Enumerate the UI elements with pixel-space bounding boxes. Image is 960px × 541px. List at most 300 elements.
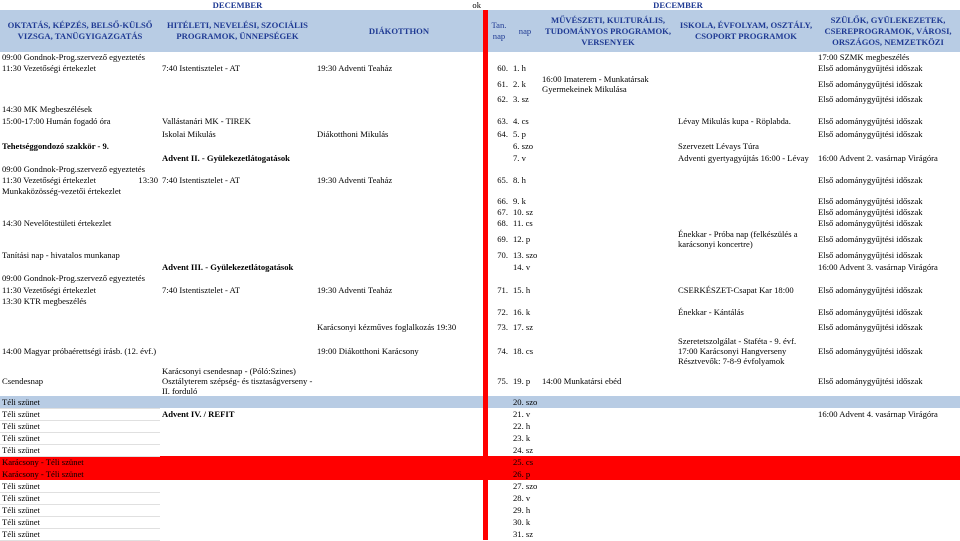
tan-nap-cell bbox=[488, 140, 510, 152]
calendar-row bbox=[0, 492, 960, 504]
day-cell: 23. k bbox=[513, 433, 531, 443]
dormitory-cell: 19:30 Adventi Teaház bbox=[317, 175, 393, 185]
school-cell: Adventi gyertyagyújtás 16:00 - Lévay bbox=[678, 153, 809, 163]
tan-nap-cell bbox=[488, 164, 510, 174]
tan-nap-cell bbox=[488, 528, 510, 540]
school-cell: Szeretetszolgálat - Staféta - 9. évf. 17:00 Karácsonyi Hangverseny Résztvevők: 7-8-9 évfolyamok bbox=[678, 336, 797, 366]
school-cell bbox=[676, 94, 816, 104]
parents-cell bbox=[816, 432, 960, 444]
arts-cell bbox=[540, 306, 676, 318]
religious-cell bbox=[160, 249, 315, 261]
parents-cell bbox=[816, 396, 960, 408]
religious-cell bbox=[160, 273, 315, 283]
school-cell bbox=[676, 456, 816, 468]
day-cell: 12. p bbox=[513, 234, 531, 244]
arts-cell: 14:00 Munkatársi ebéd bbox=[542, 376, 622, 386]
religious-cell bbox=[160, 528, 315, 540]
calendar-row bbox=[0, 229, 960, 249]
arts-cell bbox=[540, 152, 676, 164]
tan-nap-cell bbox=[488, 492, 510, 504]
dormitory-cell bbox=[315, 396, 483, 408]
religious-cell: Karácsonyi csendesnap - (Póló:Szines) Osztályterem szépség- és tisztaságverseny - II. forduló bbox=[162, 366, 313, 396]
arts-cell bbox=[540, 128, 676, 140]
school-cell bbox=[676, 366, 816, 396]
day-cell: 24. sz bbox=[513, 445, 534, 455]
parents-cell bbox=[816, 456, 960, 468]
education-text: 11:30 Vezetőségi értekezlet bbox=[2, 175, 97, 185]
religious-cell bbox=[160, 186, 315, 196]
dormitory-cell bbox=[315, 249, 483, 261]
parents-cell: Első adománygyűjtési időszak bbox=[818, 376, 923, 386]
arts-cell bbox=[540, 336, 676, 366]
col-parents-header: SZÜLŐK, GYÜLEKEZETEK, CSEREPROGRAMOK, VÁROSI, ORSZÁGOS, NEMZETKÖZI bbox=[816, 10, 960, 52]
arts-cell bbox=[540, 249, 676, 261]
calendar-rows bbox=[0, 52, 960, 540]
day-cell: 10. sz bbox=[513, 206, 534, 217]
day-cell: 22. h bbox=[513, 421, 531, 431]
tan-nap-cell bbox=[488, 52, 510, 62]
dormitory-cell: 19:30 Adventi Teaház bbox=[317, 284, 393, 295]
religious-cell bbox=[160, 468, 315, 480]
tan-nap-cell bbox=[488, 396, 510, 408]
parents-cell: Első adománygyűjtési időszak bbox=[818, 196, 923, 206]
dormitory-cell bbox=[315, 261, 483, 273]
education-cell bbox=[0, 229, 160, 249]
religious-cell: 7:40 Istentisztelet - AT bbox=[162, 284, 241, 295]
religious-cell bbox=[160, 74, 315, 94]
calendar-row bbox=[0, 52, 960, 62]
education-cell: 14:30 MK Megbeszélések bbox=[2, 104, 93, 114]
dormitory-cell bbox=[315, 114, 483, 128]
arts-cell bbox=[540, 229, 676, 249]
calendar-row bbox=[0, 283, 960, 296]
religious-cell bbox=[160, 420, 315, 432]
school-cell bbox=[676, 128, 816, 140]
dormitory-cell bbox=[315, 196, 483, 206]
religious-cell bbox=[160, 104, 315, 114]
education-cell bbox=[0, 74, 160, 94]
education-cell: Tanítási nap - hivatalos munkanap bbox=[2, 250, 120, 260]
parents-cell bbox=[816, 186, 960, 196]
col-dormitory-header: DIÁKOTTHON bbox=[315, 10, 483, 52]
school-cell bbox=[676, 296, 816, 306]
calendar-row bbox=[0, 196, 960, 206]
education-cell: 09:00 Gondnok-Prog.szervező egyeztetés bbox=[2, 52, 145, 62]
month-label-left: DECEMBER bbox=[212, 0, 263, 10]
dormitory-cell bbox=[315, 504, 483, 516]
religious-cell bbox=[160, 444, 315, 456]
tan-nap-cell: 60. bbox=[497, 63, 508, 73]
calendar-row bbox=[0, 261, 960, 273]
parents-cell: 16:00 Advent 4. vasárnap Virágóra bbox=[818, 409, 938, 419]
education-cell: 09:00 Gondnok-Prog.szervező egyeztetés bbox=[2, 164, 145, 174]
religious-cell bbox=[160, 336, 315, 366]
school-cell bbox=[676, 164, 816, 174]
calendar-row bbox=[0, 128, 960, 140]
dormitory-cell bbox=[315, 468, 483, 480]
religious-cell: Vallástanári MK - TIREK bbox=[162, 116, 251, 126]
parents-cell bbox=[816, 516, 960, 528]
religious-cell: 7:40 Istentisztelet - AT bbox=[162, 63, 241, 73]
school-cell bbox=[676, 504, 816, 516]
parents-cell: Első adománygyűjtési időszak bbox=[818, 116, 923, 126]
calendar-row bbox=[0, 396, 960, 408]
calendar-row bbox=[0, 336, 960, 366]
tan-nap-cell: 65. bbox=[497, 175, 508, 185]
dormitory-cell bbox=[315, 516, 483, 528]
arts-cell bbox=[540, 504, 676, 516]
religious-cell: Advent III. - Gyülekezetlátogatások bbox=[162, 262, 294, 272]
arts-cell bbox=[540, 196, 676, 206]
tan-nap-cell bbox=[488, 468, 510, 480]
arts-cell bbox=[540, 52, 676, 62]
day-cell: 11. cs bbox=[513, 218, 533, 228]
parents-cell bbox=[816, 104, 960, 114]
dormitory-cell bbox=[315, 164, 483, 174]
dormitory-cell: Diákotthoni Mikulás bbox=[317, 129, 389, 139]
arts-cell bbox=[540, 186, 676, 196]
education-cell: Karácsony - Téli szünet bbox=[0, 456, 160, 468]
dormitory-cell bbox=[315, 408, 483, 420]
school-cell bbox=[676, 444, 816, 456]
calendar-row bbox=[0, 296, 960, 306]
dormitory-cell bbox=[315, 104, 483, 114]
calendar-row bbox=[0, 456, 960, 468]
dormitory-cell: Karácsonyi kézműves foglalkozás 19:30 bbox=[317, 322, 457, 332]
parents-cell bbox=[816, 296, 960, 306]
calendar-row bbox=[0, 516, 960, 528]
religious-cell bbox=[160, 94, 315, 104]
education-cell: 11:30 Vezetőségi értekezlet bbox=[2, 63, 97, 73]
day-cell: 30. k bbox=[513, 517, 531, 527]
tan-nap-cell: 66. bbox=[497, 196, 508, 206]
religious-cell bbox=[160, 504, 315, 516]
day-cell: 13. szo bbox=[513, 250, 538, 260]
education-cell: Téli szünet bbox=[0, 504, 160, 516]
religious-cell bbox=[160, 217, 315, 229]
calendar-row bbox=[0, 249, 960, 261]
school-cell bbox=[676, 273, 816, 283]
education-cell: 09:00 Gondnok-Prog.szervező egyeztetés bbox=[2, 273, 145, 283]
arts-cell bbox=[540, 480, 676, 492]
arts-cell bbox=[540, 468, 676, 480]
tan-nap-cell bbox=[488, 504, 510, 516]
day-cell: 4. cs bbox=[513, 116, 529, 126]
religious-cell bbox=[160, 306, 315, 318]
col-religious-header: HITÉLETI, NEVELÉSI, SZOCIÁLIS PROGRAMOK, ÜNNEPSÉGEK bbox=[160, 10, 315, 52]
parents-cell: 16:00 Advent 2. vasárnap Virágóra bbox=[818, 153, 938, 163]
calendar-row bbox=[0, 62, 960, 74]
parents-cell bbox=[816, 468, 960, 480]
calendar-row bbox=[0, 318, 960, 336]
day-cell: 3. sz bbox=[513, 94, 529, 104]
arts-cell bbox=[540, 456, 676, 468]
tan-nap-cell: 62. bbox=[497, 94, 508, 104]
school-cell bbox=[676, 196, 816, 206]
school-cell bbox=[676, 528, 816, 540]
school-cell bbox=[676, 249, 816, 261]
day-cell: 9. k bbox=[513, 196, 526, 206]
school-cell: Énekkar - Próba nap (felkészülés a karácsonyi koncertre) bbox=[678, 229, 798, 249]
tan-nap-cell: 74. bbox=[497, 346, 508, 356]
tan-nap-cell bbox=[488, 432, 510, 444]
education-cell: Téli szünet bbox=[0, 396, 160, 408]
calendar-row bbox=[0, 74, 960, 94]
school-cell bbox=[676, 318, 816, 336]
calendar-row bbox=[0, 273, 960, 283]
religious-cell bbox=[160, 318, 315, 336]
calendar-row bbox=[0, 104, 960, 114]
tan-nap-cell: 71. bbox=[497, 284, 508, 295]
calendar-row bbox=[0, 164, 960, 174]
education-cell bbox=[0, 261, 160, 273]
school-cell: Lévay Mikulás kupa - Röplabda. bbox=[678, 116, 791, 126]
religious-cell bbox=[160, 296, 315, 306]
parents-cell: 16:00 Advent 3. vasárnap Virágóra bbox=[818, 262, 938, 272]
day-cell: 15. h bbox=[513, 284, 531, 295]
tan-nap-cell bbox=[488, 261, 510, 273]
calendar-row bbox=[0, 366, 960, 396]
calendar-row bbox=[0, 444, 960, 456]
day-cell bbox=[510, 186, 540, 196]
religious-cell bbox=[160, 480, 315, 492]
religious-cell: Iskolai Mikulás bbox=[162, 129, 216, 139]
day-cell: 14. v bbox=[513, 262, 531, 272]
tan-nap-cell: 73. bbox=[497, 322, 508, 332]
day-cell: 20. szo bbox=[510, 396, 540, 408]
education-cell bbox=[0, 306, 160, 318]
calendar-row bbox=[0, 186, 960, 196]
dormitory-cell bbox=[315, 186, 483, 196]
calendar-row bbox=[0, 174, 960, 186]
religious-cell bbox=[160, 516, 315, 528]
day-cell bbox=[510, 296, 540, 306]
school-cell bbox=[676, 420, 816, 432]
parents-cell: Első adománygyűjtési időszak bbox=[818, 94, 923, 104]
dormitory-cell bbox=[315, 528, 483, 540]
education-cell: Téli szünet bbox=[0, 528, 160, 540]
tan-nap-cell bbox=[488, 186, 510, 196]
education-cell: Téli szünet bbox=[0, 432, 160, 444]
education-cell: Tehetséggondozó szakkör - 9. bbox=[2, 141, 109, 151]
school-cell: CSERKÉSZET-Csapat Kar 18:00 bbox=[678, 284, 794, 295]
parents-cell: Első adománygyűjtési időszak bbox=[818, 284, 923, 295]
arts-cell bbox=[540, 408, 676, 420]
arts-cell bbox=[540, 62, 676, 74]
education-cell: 14:30 Nevelőtestületi értekezlet bbox=[2, 218, 112, 228]
arts-cell: 16:00 Imaterem - Munkatársak Gyermekeinek Mikulása bbox=[542, 74, 649, 94]
dormitory-cell bbox=[315, 456, 483, 468]
day-cell bbox=[510, 164, 540, 174]
dormitory-cell bbox=[315, 94, 483, 104]
calendar-row bbox=[0, 152, 960, 164]
religious-cell bbox=[160, 196, 315, 206]
dormitory-cell bbox=[315, 492, 483, 504]
school-cell: Énekkar - Kántálás bbox=[678, 307, 744, 317]
parents-cell bbox=[816, 273, 960, 283]
education-cell bbox=[0, 196, 160, 206]
education-cell: Munkaközösség-vezetői értekezlet bbox=[2, 186, 122, 196]
tan-nap-cell: 63. bbox=[497, 116, 508, 126]
time-text: 13:30 bbox=[138, 175, 158, 185]
religious-cell bbox=[160, 492, 315, 504]
education-cell: Téli szünet bbox=[0, 516, 160, 528]
parents-cell bbox=[816, 444, 960, 456]
arts-cell bbox=[540, 318, 676, 336]
arts-cell bbox=[540, 432, 676, 444]
calendar-row bbox=[0, 432, 960, 444]
parents-cell: Első adománygyűjtési időszak bbox=[818, 79, 923, 89]
dormitory-cell bbox=[315, 444, 483, 456]
dormitory-cell bbox=[315, 306, 483, 318]
col-tan-header: Tan. nap bbox=[488, 10, 510, 52]
tan-nap-cell: 64. bbox=[497, 129, 508, 139]
school-cell bbox=[676, 408, 816, 420]
day-cell: 17. sz bbox=[513, 322, 534, 332]
parents-cell bbox=[816, 420, 960, 432]
arts-cell bbox=[540, 283, 676, 296]
arts-cell bbox=[540, 516, 676, 528]
parents-cell bbox=[816, 492, 960, 504]
calendar-row bbox=[0, 140, 960, 152]
dormitory-cell bbox=[315, 229, 483, 249]
calendar-row bbox=[0, 480, 960, 492]
arts-cell bbox=[540, 420, 676, 432]
arts-cell bbox=[540, 273, 676, 283]
parents-cell: Első adománygyűjtési időszak bbox=[818, 129, 923, 139]
parents-cell: Első adománygyűjtési időszak bbox=[818, 250, 923, 260]
calendar-row bbox=[0, 114, 960, 128]
arts-cell bbox=[540, 206, 676, 217]
arts-cell bbox=[540, 492, 676, 504]
religious-cell bbox=[160, 229, 315, 249]
day-cell: 27. szo bbox=[513, 481, 538, 491]
arts-cell bbox=[540, 444, 676, 456]
education-cell bbox=[0, 318, 160, 336]
day-cell: 19. p bbox=[513, 376, 531, 386]
tan-nap-cell bbox=[488, 104, 510, 114]
calendar-row bbox=[0, 94, 960, 104]
school-cell bbox=[676, 516, 816, 528]
religious-cell: Advent IV. / REFIT bbox=[162, 409, 235, 419]
parents-cell: Első adománygyűjtési időszak bbox=[818, 307, 923, 317]
arts-cell bbox=[540, 94, 676, 104]
dormitory-cell bbox=[315, 432, 483, 444]
religious-cell bbox=[160, 52, 315, 62]
calendar-row bbox=[0, 408, 960, 420]
tan-nap-cell bbox=[488, 408, 510, 420]
day-cell: 16. k bbox=[513, 307, 531, 317]
top-fragment: ok bbox=[472, 0, 481, 10]
dormitory-cell bbox=[315, 273, 483, 283]
arts-cell bbox=[540, 261, 676, 273]
school-cell bbox=[676, 62, 816, 74]
day-cell: 21. v bbox=[513, 409, 531, 419]
tan-nap-cell: 67. bbox=[497, 206, 508, 217]
school-cell bbox=[676, 261, 816, 273]
parents-cell bbox=[816, 528, 960, 540]
parents-cell: Első adománygyűjtési időszak bbox=[818, 234, 923, 244]
day-cell: 26. p bbox=[510, 468, 540, 480]
dormitory-cell bbox=[315, 480, 483, 492]
education-cell bbox=[0, 94, 160, 104]
day-cell: 25. cs bbox=[510, 456, 540, 468]
education-cell bbox=[0, 206, 160, 217]
parents-cell bbox=[816, 504, 960, 516]
parents-cell: Első adománygyűjtési időszak bbox=[818, 206, 923, 217]
school-cell bbox=[676, 492, 816, 504]
religious-cell bbox=[160, 140, 315, 152]
education-cell: 13:30 KTR megbeszélés bbox=[2, 296, 87, 306]
dormitory-cell bbox=[315, 52, 483, 62]
education-cell: Téli szünet bbox=[0, 444, 160, 456]
school-cell bbox=[676, 104, 816, 114]
parents-cell bbox=[816, 480, 960, 492]
school-cell bbox=[676, 206, 816, 217]
calendar-row bbox=[0, 468, 960, 480]
religious-cell: Advent II. - Gyülekezetlátogatások bbox=[162, 153, 290, 163]
calendar-row bbox=[0, 306, 960, 318]
day-cell: 29. h bbox=[513, 505, 531, 515]
dormitory-cell bbox=[315, 420, 483, 432]
day-cell: 28. v bbox=[513, 493, 531, 503]
school-cell bbox=[676, 396, 816, 408]
parents-cell: Első adománygyűjtési időszak bbox=[818, 322, 923, 332]
religious-cell bbox=[160, 206, 315, 217]
education-cell bbox=[0, 128, 160, 140]
religious-cell bbox=[160, 432, 315, 444]
month-header-row bbox=[0, 0, 960, 10]
arts-cell bbox=[540, 114, 676, 128]
tan-nap-cell bbox=[488, 444, 510, 456]
dormitory-cell: 19:30 Adventi Teaház bbox=[317, 63, 393, 73]
tan-nap-cell: 70. bbox=[497, 250, 508, 260]
day-cell: 1. h bbox=[513, 63, 526, 73]
dormitory-cell bbox=[315, 140, 483, 152]
education-cell: Karácsony - Téli szünet bbox=[0, 468, 160, 480]
column-header-row bbox=[0, 10, 960, 52]
school-cell bbox=[676, 174, 816, 186]
education-cell: Téli szünet bbox=[0, 480, 160, 492]
school-cell bbox=[676, 432, 816, 444]
dormitory-cell bbox=[315, 74, 483, 94]
dormitory-cell bbox=[315, 206, 483, 217]
calendar-row bbox=[0, 217, 960, 229]
religious-cell bbox=[160, 164, 315, 174]
month-label-right: DECEMBER bbox=[653, 0, 703, 10]
dormitory-cell bbox=[315, 296, 483, 306]
day-cell: 5. p bbox=[513, 129, 526, 139]
parents-cell: Első adománygyűjtési időszak bbox=[818, 346, 923, 356]
calendar-row bbox=[0, 504, 960, 516]
education-cell: 14:00 Magyar próbaérettségi írásb. (12. évf.) bbox=[2, 346, 157, 356]
arts-cell bbox=[540, 140, 676, 152]
tan-nap-cell bbox=[488, 152, 510, 164]
day-cell: 6. szo bbox=[513, 141, 534, 151]
education-cell: Téli szünet bbox=[0, 492, 160, 504]
school-cell bbox=[676, 217, 816, 229]
parents-cell: 17:00 SZMK megbeszélés bbox=[818, 52, 910, 62]
parents-cell bbox=[816, 140, 960, 152]
tan-nap-cell: 75. bbox=[497, 376, 508, 386]
day-cell: 31. sz bbox=[513, 529, 534, 539]
day-cell: 2. k bbox=[513, 79, 526, 89]
education-cell: 11:30 Vezetőségi értekezlet bbox=[2, 284, 97, 295]
education-cell: Téli szünet bbox=[0, 420, 160, 432]
col-arts-header: MŰVÉSZETI, KULTURÁLIS, TUDOMÁNYOS PROGRAMOK, VERSENYEK bbox=[540, 10, 676, 52]
arts-cell bbox=[540, 164, 676, 174]
day-cell: 18. cs bbox=[513, 346, 534, 356]
